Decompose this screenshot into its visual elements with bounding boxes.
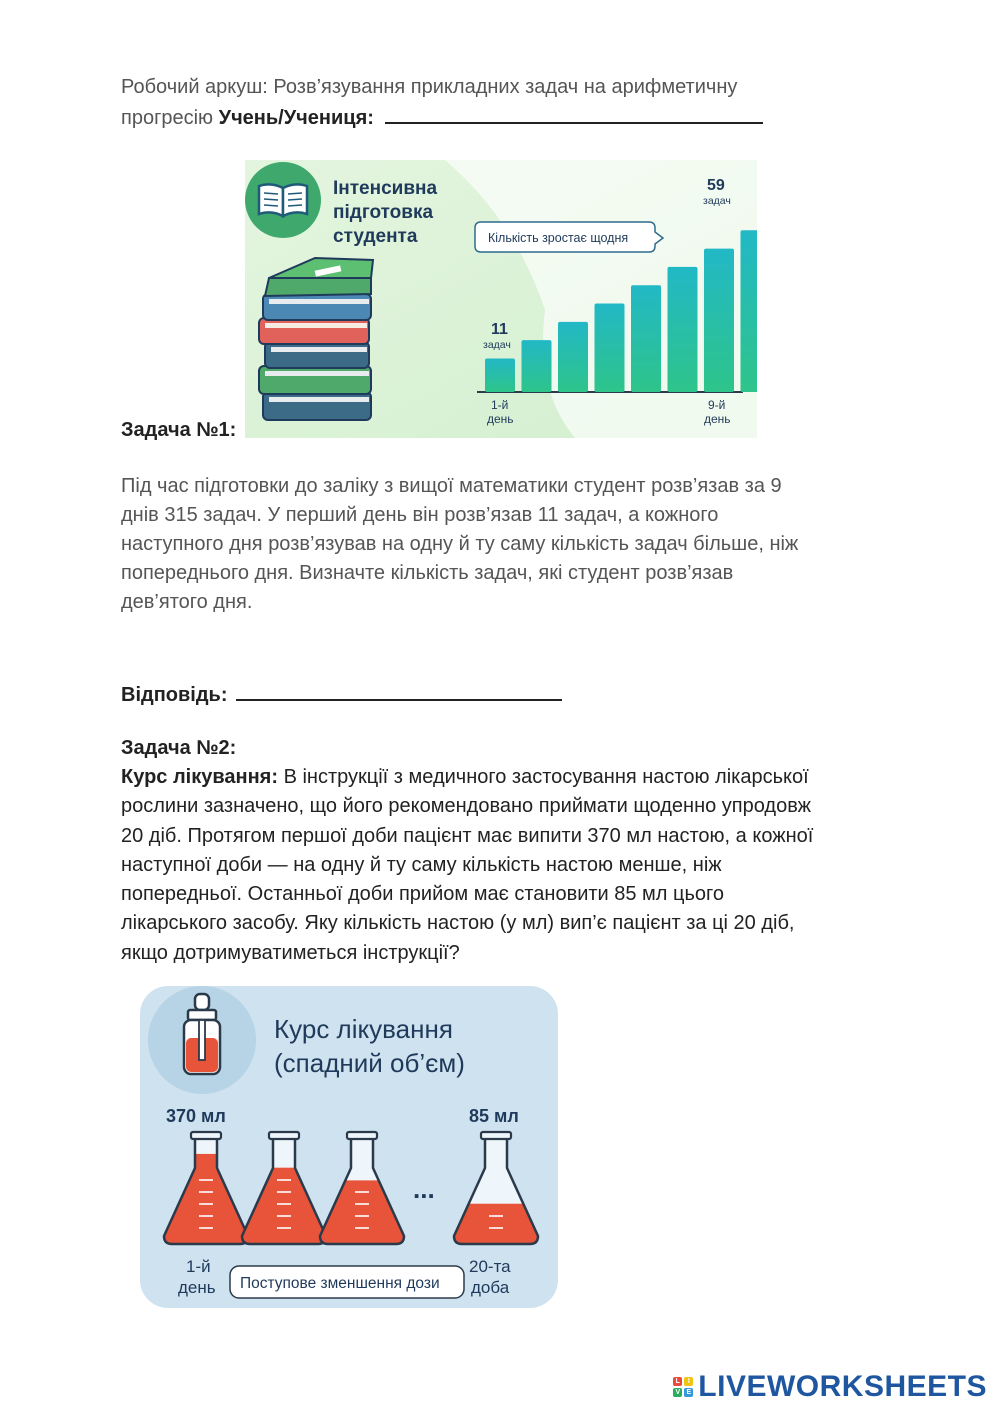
answer-label: Відповідь:: [121, 684, 228, 706]
task-2-text: [121, 763, 891, 968]
chart-bar-day-7: [704, 249, 734, 392]
illustration-study-chart: [245, 160, 757, 438]
title-line-1: Робочий аркуш: Розв’язування прикладних задач на арифметичну: [121, 76, 738, 98]
task-2-line: попередньої. Останньої доби прийом має становити 85 мл цього: [121, 883, 725, 906]
task-2-line: 20 діб. Протягом першої доби пацієнт має випити 370 мл настою, а кожної: [121, 824, 814, 847]
liveworksheets-logo[interactable]: [673, 1370, 987, 1404]
x-label-first-line-2: день: [487, 412, 514, 426]
worksheet-title: [121, 73, 763, 133]
logo-text: LIVEWORKSHEETS: [698, 1370, 987, 1403]
task-1-line: Під час підготовки до заліку з вищої математики студент розв’язав за 9: [121, 475, 782, 497]
last-volume-label: 85 мл: [469, 1106, 519, 1126]
chart-heading-line-2: підготовка: [333, 202, 434, 223]
task-2-line: лікарського засобу. Яку кількість настою (у мл) вип’є пацієнт за ці 20 діб,: [121, 912, 795, 935]
study-chart-svg: [245, 160, 757, 438]
first-day-label-line-1: 1-й: [186, 1257, 211, 1276]
logo-box: E: [684, 1388, 693, 1397]
logo-box: L: [673, 1377, 682, 1386]
last-bar-value: 59: [707, 177, 725, 194]
open-book-icon: [259, 184, 307, 216]
task-2-line: рослини зазначено, що його рекомендовано приймати щоденно упродовж: [121, 795, 811, 818]
chart-bar-day-4: [595, 304, 625, 392]
task-1-line: днів 315 задач. У перший день він розв’язав 11 задач, а кожного: [121, 504, 719, 526]
task-2-line: якщо дотримуватиметься інструкції?: [121, 941, 460, 964]
chart-bar-day-6: [668, 267, 698, 392]
task-2-title: Задача №2:: [121, 737, 237, 759]
chart-bar-day-3: [558, 322, 588, 392]
caption-text: Поступове зменшення дози: [240, 1275, 440, 1292]
task-1-line: наступного дня розв’язував на одну й ту саму кількість задач більше, ніж: [121, 533, 799, 555]
logo-box: V: [673, 1388, 682, 1397]
last-day-label-line-2: доба: [471, 1278, 510, 1297]
chart-bar-day-8: [741, 230, 758, 392]
title-line-2: [121, 102, 763, 133]
title-line-2-prefix: прогресію: [121, 107, 219, 129]
book-stack-icon: [259, 258, 373, 420]
task-1-text: [121, 472, 881, 617]
treatment-svg: [122, 968, 574, 1318]
last-bar-unit: задач: [703, 195, 731, 207]
x-label-first-line-1: 1-й: [491, 398, 509, 412]
logo-box: I: [684, 1377, 693, 1386]
treatment-heading-line-1: Курс лікування: [274, 1014, 453, 1044]
x-label-last-line-2: день: [704, 412, 731, 426]
task-1-title: Задача №1:: [121, 419, 237, 441]
task-2-line-0: В інструкції з медичного застосування настою лікарської: [278, 766, 809, 788]
x-label-last-line-1: 9-й: [708, 398, 726, 412]
student-label: Учень/Учениця:: [218, 107, 374, 129]
first-volume-label: 370 мл: [166, 1106, 226, 1126]
first-bar-unit: задач: [483, 339, 511, 351]
task-1-line: попереднього дня. Визначте кількість задач, які студент розв’язав: [121, 562, 734, 584]
student-name-field[interactable]: [385, 102, 763, 124]
chart-heading-line-1: Інтенсивна: [333, 178, 438, 199]
logo-boxes-icon: [673, 1377, 693, 1397]
answer-field[interactable]: [236, 679, 562, 701]
first-day-label-line-2: день: [178, 1278, 216, 1297]
growth-callout: [475, 222, 663, 252]
treatment-heading-line-2: (спадний об’єм): [274, 1048, 465, 1078]
task-1-line: дев’ятого дня.: [121, 591, 253, 613]
task-2-lead: Курс лікування:: [121, 766, 279, 788]
chart-bar-day-2: [522, 340, 552, 392]
chart-bar-day-5: [631, 285, 661, 392]
growth-callout-text: Кількість зростає щодня: [488, 231, 629, 245]
ellipsis: ...: [413, 1174, 435, 1204]
answer-row: [121, 679, 562, 707]
chart-heading-line-3: студента: [333, 226, 418, 247]
last-day-label-line-1: 20-та: [469, 1257, 511, 1276]
task-2-line: наступної доби — на одну й ту саму кількість настою менше, ніж: [121, 853, 722, 876]
first-bar-value: 11: [491, 321, 508, 338]
task-2-line: [121, 763, 891, 792]
chart-bar-day-1: [485, 358, 515, 392]
illustration-treatment-course: [122, 968, 574, 1318]
